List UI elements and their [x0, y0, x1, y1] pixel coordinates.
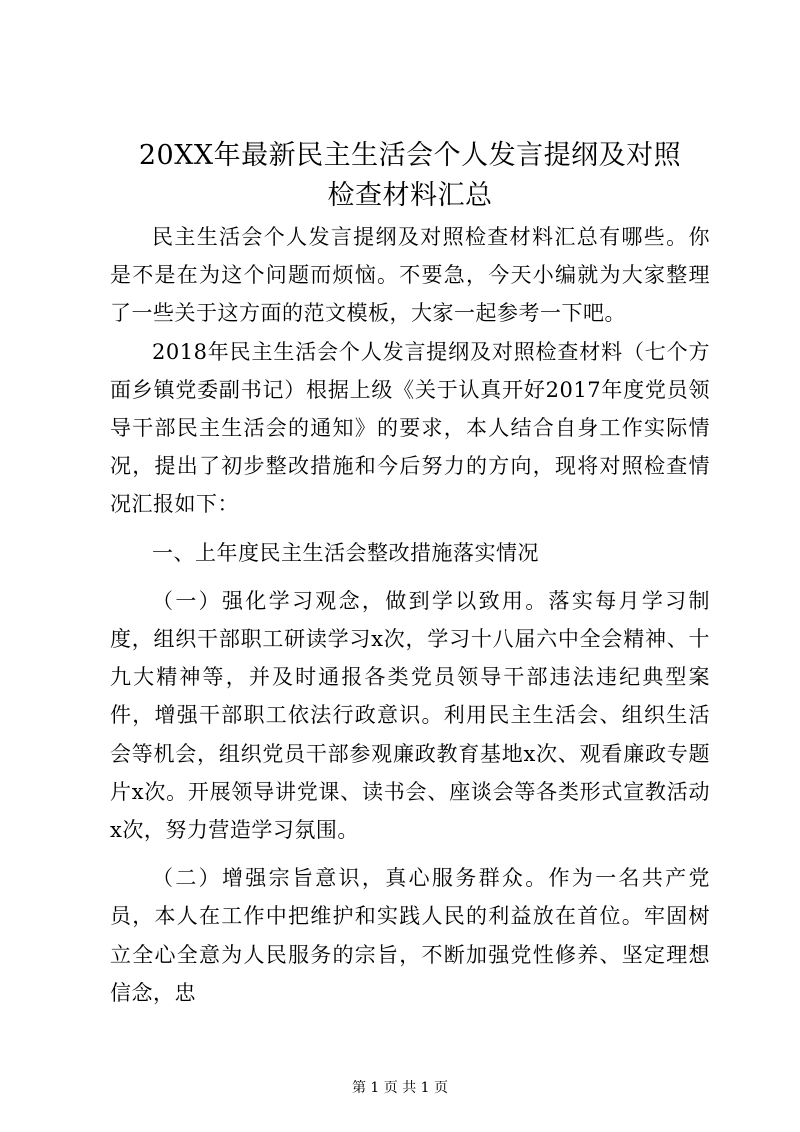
- item-1-paragraph: （一）强化学习观念，做到学以致用。落实每月学习制度，组织干部职工研读学习x次，学习十八届六中全会精神、十九大精神等，并及时通报各类党员领导干部违法违纪典型案件，增强干部职工依法行政意识。利用民主生活会、组织生活会等机会，组织党员干部参观廉政教育基地x次、观看廉政专题片x次。开展领导讲党课、读书会、座谈会等各类形式宣教活动x次，努力营造学习氛围。: [110, 588, 710, 843]
- title-line-1: 20XX年最新民主生活会个人发言提纲及对照: [138, 140, 682, 171]
- intro-paragraph: 民主生活会个人发言提纲及对照检查材料汇总有哪些。你是不是在为这个问题而烦恼。不要急，今天小编就为大家整理了一些关于这方面的范文模板，大家一起参考一下吧。: [110, 225, 710, 326]
- title-line-2: 检查材料汇总: [327, 180, 493, 211]
- background-paragraph: 2018年民主生活会个人发言提纲及对照检查材料（七个方面乡镇党委副书记）根据上级《关于认真开好2017年度党员领导干部民主生活会的通知》的要求，本人结合自身工作实际情况，提出了初步整改措施和今后努力的方向，现将对照检查情况汇报如下：: [110, 339, 710, 517]
- item-2-paragraph: （二）增强宗旨意识，真心服务群众。作为一名共产党员，本人在工作中把维护和实践人民的利益放在首位。牢固树立全心全意为人民服务的宗旨，不断加强党性修养、坚定理想信念，忠: [110, 866, 710, 1005]
- page-footer: 第 1 页 共 1 页: [351, 1080, 449, 1096]
- document-page: [110, 136, 710, 1012]
- section-heading: 一、上年度民主生活会整改措施落实情况: [152, 540, 539, 565]
- document-title: [110, 136, 710, 216]
